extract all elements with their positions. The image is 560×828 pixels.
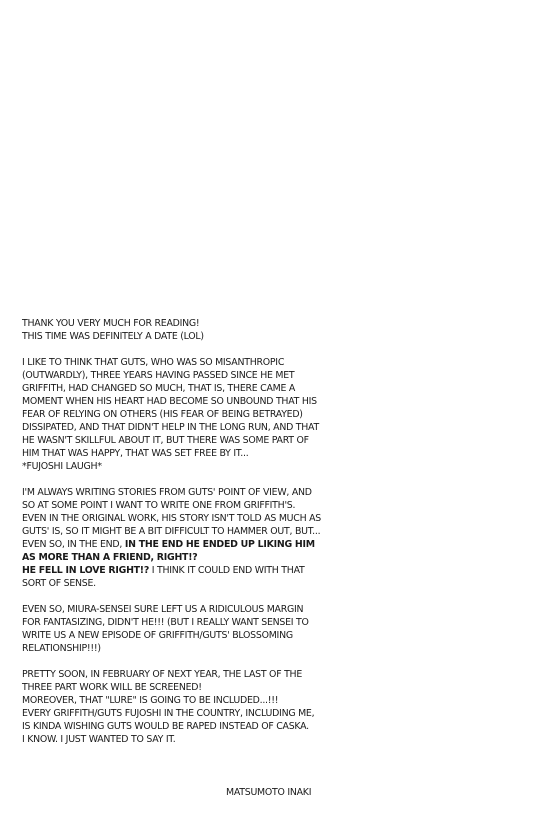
text-plain: I THINK IT COULD END WITH THAT [149,565,305,576]
text-line: MOREOVER, THAT "LURE" IS GOING TO BE INCLUDED...!!! [22,695,279,706]
text-line: THREE PART WORK WILL BE SCREENED! [22,682,202,693]
text-line [22,538,322,551]
text-line: GUTS' IS, SO IT MIGHT BE A BIT DIFFICULT TO HAMMER OUT, BUT... [22,526,321,537]
text-emphasis: IN THE END HE ENDED UP LIKING HIM [124,539,315,550]
paragraph-thanks [22,317,322,343]
paragraph-guts-change [22,356,322,473]
text-line: HIM THAT WAS HAPPY, THAT WAS SET FREE BY IT... [22,448,249,459]
text-line: IS KINDA WISHING GUTS WOULD BE RAPED INSTEAD OF CASKA. [22,721,309,732]
text-line: I LIKE TO THINK THAT GUTS, WHO WAS SO MISANTHROPIC [22,357,285,368]
text-line: I'M ALWAYS WRITING STORIES FROM GUTS' POINT OF VIEW, AND [22,487,312,498]
text-line: RELATIONSHIP!!!) [22,643,101,654]
text-line: WRITE US A NEW EPISODE OF GRIFFITH/GUTS' BLOSSOMING [22,630,293,641]
text-emphasis: HE FELL IN LOVE RIGHT!? [22,565,150,576]
author-signature: MATSUMOTO INAKI [226,787,312,798]
text-plain: EVEN SO, IN THE END, [22,539,125,550]
paragraph-point-of-view [22,486,322,590]
text-line: I KNOW. I JUST WANTED TO SAY IT. [22,734,176,745]
text-line: GRIFFITH, HAD CHANGED SO MUCH, THAT IS, THERE CAME A [22,383,296,394]
text-line [22,564,322,577]
text-line: FOR FANTASIZING, DIDN'T HE!!! (BUT I REALLY WANT SENSEI TO [22,617,309,628]
text-line: DISSIPATED, AND THAT DIDN'T HELP IN THE LONG RUN, AND THAT [22,422,319,433]
text-line: SORT OF SENSE. [22,578,96,589]
text-line: THIS TIME WAS DEFINITELY A DATE (LOL) [22,331,204,342]
text-line: *FUJOSHI LAUGH* [22,461,102,472]
text-line: THANK YOU VERY MUCH FOR READING! [22,318,200,329]
text-line: EVEN SO, MIURA-SENSEI SURE LEFT US A RIDICULOUS MARGIN [22,604,304,615]
text-line: HE WASN'T SKILLFUL ABOUT IT, BUT THERE WAS SOME PART OF [22,435,309,446]
text-line: PRETTY SOON, IN FEBRUARY OF NEXT YEAR, THE LAST OF THE [22,669,303,680]
paragraph-screening [22,668,322,746]
text-emphasis: AS MORE THAN A FRIEND, RIGHT!? [22,552,198,563]
paragraph-fantasizing [22,603,322,655]
afterword-text [22,317,322,759]
text-line [22,551,322,564]
text-line: SO AT SOME POINT I WANT TO WRITE ONE FROM GRIFFITH'S. [22,500,296,511]
text-line: (OUTWARDLY), THREE YEARS HAVING PASSED SINCE HE MET [22,370,295,381]
text-line: EVERY GRIFFITH/GUTS FUJOSHI IN THE COUNTRY, INCLUDING ME, [22,708,315,719]
text-line: FEAR OF RELYING ON OTHERS (HIS FEAR OF BEING BETRAYED) [22,409,303,420]
text-line: MOMENT WHEN HIS HEART HAD BECOME SO UNBOUND THAT HIS [22,396,317,407]
text-line: EVEN IN THE ORIGINAL WORK, HIS STORY ISN'T TOLD AS MUCH AS [22,513,321,524]
